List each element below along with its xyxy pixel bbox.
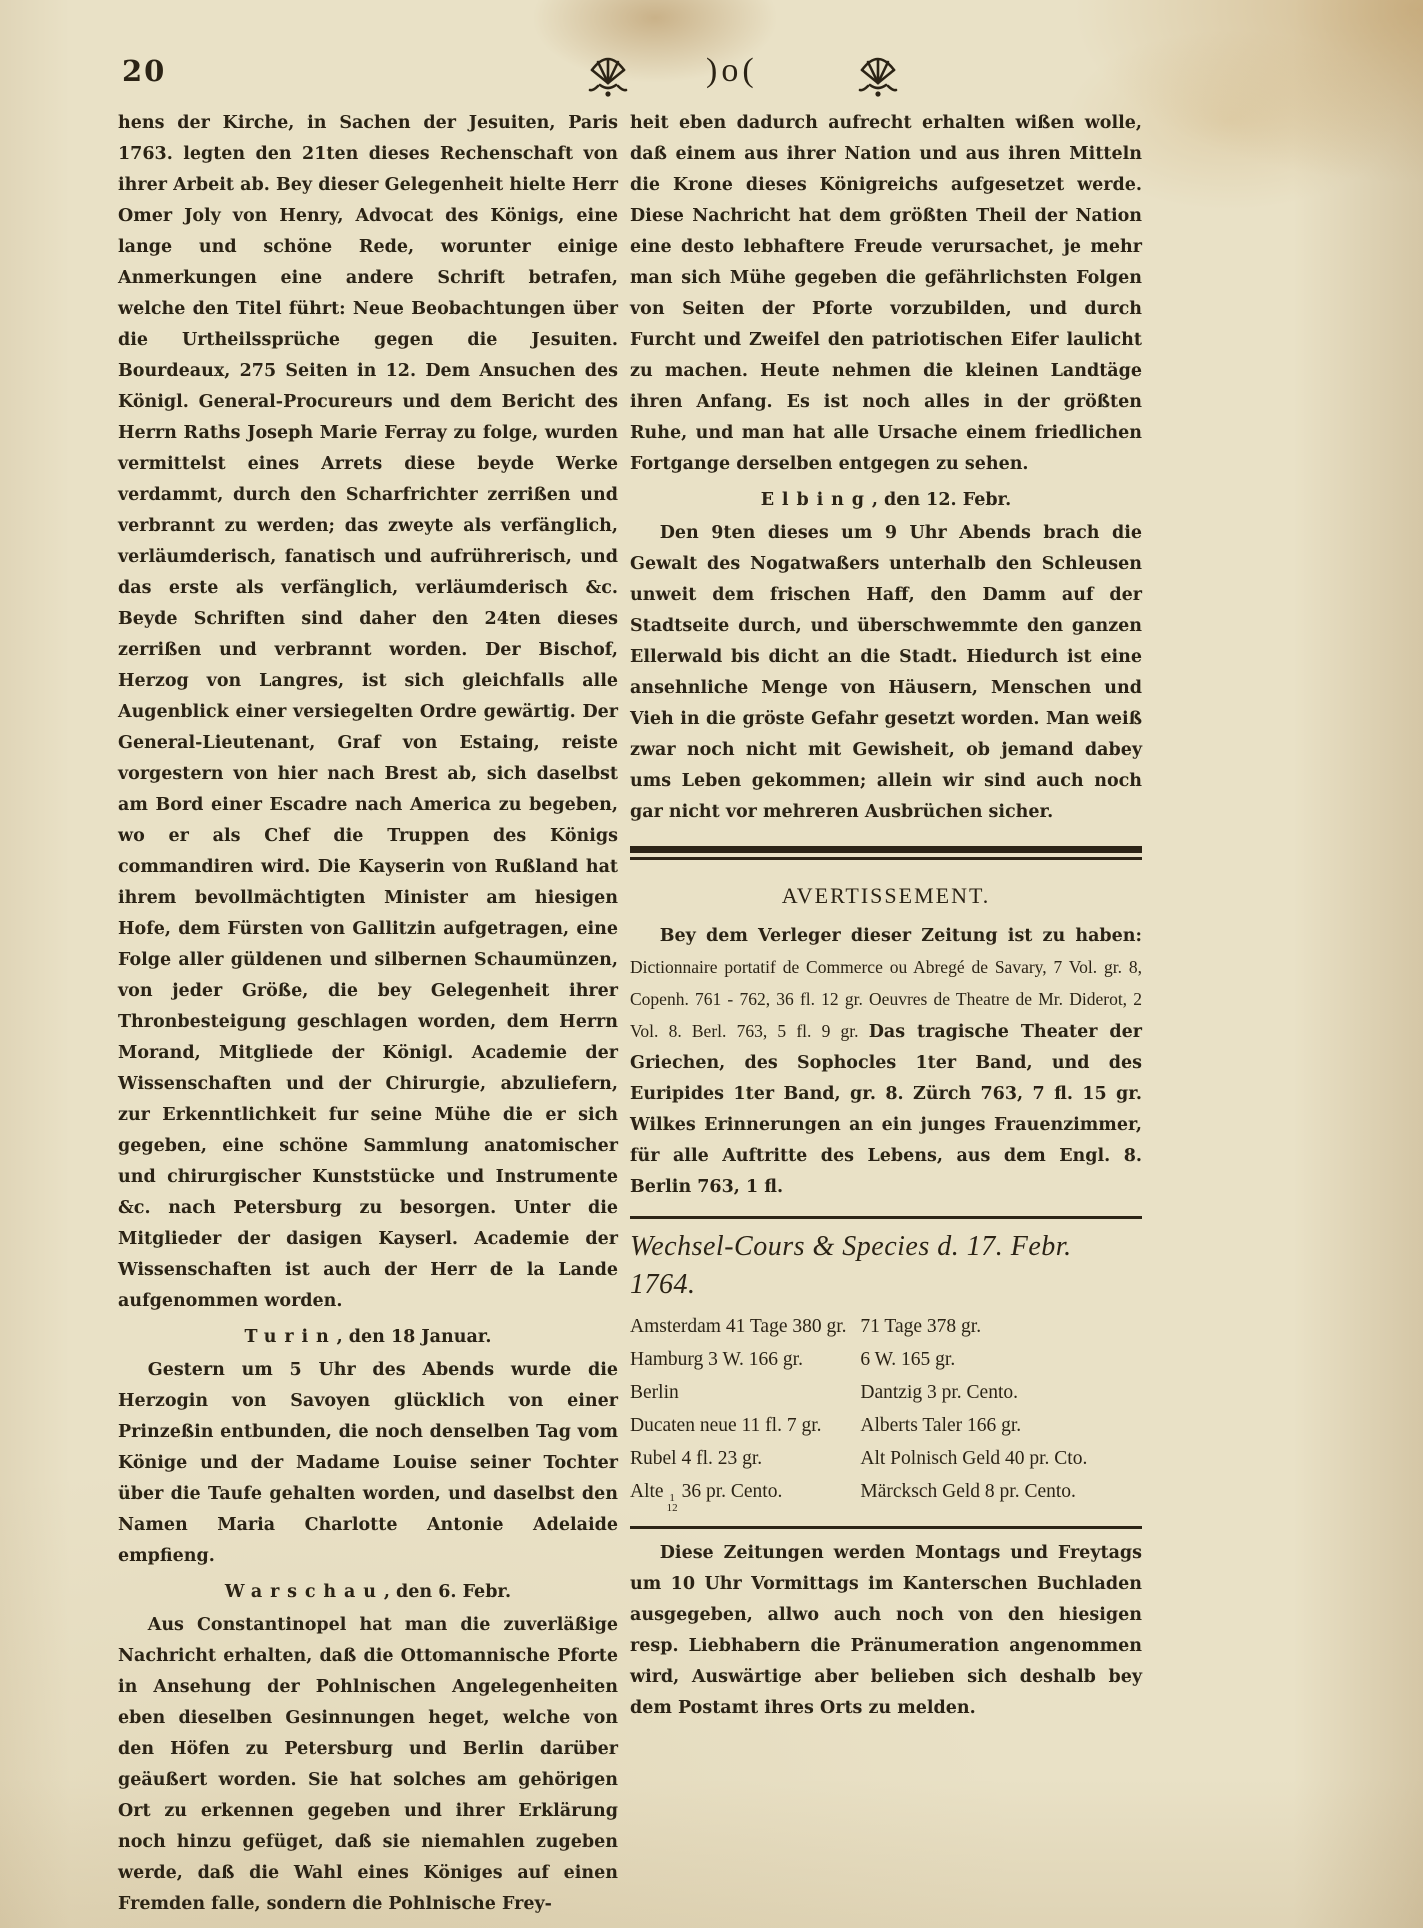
exchange-rates-heading: Wechsel-Cours & Species d. 17. Febr. 1764. bbox=[630, 1231, 1072, 1300]
body-paragraph: heit eben dadurch aufrecht erhalten wißen wolle, daß einem aus ihrer Nation und aus ihren Mitteln die Krone dieses Königreichs aufgesetzet werde. Diese Nachricht hat dem größten Theil der Nation eine desto lebhaftere Freude verursachet, je mehr man sich Mühe gegeben die gefährlichsten Folgen von Seiten der Pforte vorzubilden, und durch Furcht und Zweifel den patriotischen Eifer laulicht zu machen. Heute nehmen die kleinen Landtäge ihren Anfang. Es ist noch alles in der größten Ruhe, und man hat alle Ursache einem friedlichen Fortgange derselben entgegen zu sehen. bbox=[630, 113, 1142, 474]
table-cell: Berlin bbox=[630, 1382, 679, 1403]
table-cell-text: Alte bbox=[630, 1481, 664, 1502]
left-column bbox=[118, 108, 618, 1920]
dateline-heading bbox=[118, 1577, 618, 1608]
antiqua-text: Dictionnaire portatif de Commerce ou Abregé de Savary, 7 Vol. gr. 8, Copenh. 761 - 762, 36 fl. 12 gr. Oeuvres de Theatre de Mr. Diderot, 2 Vol. 8. Berl. 763, 5 fl. 9 gr. bbox=[630, 957, 1142, 1041]
body-paragraph: hens der Kirche, in Sachen der Jesuiten, Paris 1763. legten den 21ten dieses Rechenschaft von ihrer Arbeit ab. Bey dieser Gelegenheit hielte Herr Omer Joly von Henry, Advocat des Königs, eine lange und schöne Rede, worunter einige Anmerkungen eine andere Schrift betrafen, welche den Titel führt: Neue Beobachtungen über die Urtheilssprüche gegen die Jesuiten. Bourdeaux, 275 Seiten in 12. Dem Ansuchen des Königl. General-Procureurs und dem Bericht des Herrn Raths Joseph Marie Ferray zu folge, wurden vermittelst eines Arrets diese beyde Werke verdammt, durch den Scharfrichter zerrißen und verbrannt zu werden; das zweyte als verfänglich, verläumderisch, fanatisch und aufrührerisch, und das erste als verfänglich, verläumderisch &c. Beyde Schriften sind daher den 24ten dieses zerrißen und verbrannt worden. Der Bischof, Herzog von Langres, ist sich gleichfalls alle Augenblick einer versiegelten Ordre gewärtig. Der General-Lieutenant, Graf von Estaing, reiste vorgestern von hier nach Brest ab, sich daselbst am Bord einer Escadre nach America zu begeben, wo er als Chef die Truppen des Königs commandiren wird. Die Kayserin von Rußland hat ihrem bevollmächtigten Minister am hiesigen Hofe, dem Fürsten von Gallitzin aufgetragen, eine Folge aller güldenen und silbernen Schaumünzen, von jeder Größe, die bey Gelegenheit ihrer Thronbesteigung geschlagen worden, dem Herrn Morand, Mitgliede der Königl. Academie der Wissenschaften und der Chirurgie, abzuliefern, zur Erkenntlichkeit fur seine Mühe die er sich gegeben, eine schöne Sammlung anatomischer und chirurgischer Kunststücke und Instrumente &c. nach Petersburg zu besorgen. Unter die Mitglieder der dasigen Kayserl. Academie der Wissenschaften ist auch der Herr de la Lande aufgenommen worden. bbox=[118, 113, 618, 1311]
table-cell-text: 36 pr. Cento. bbox=[681, 1481, 783, 1502]
table-cell: Dantzig 3 pr. Cento. bbox=[860, 1382, 1018, 1403]
dateline-date: , den 18 Januar. bbox=[336, 1327, 492, 1347]
table-cell bbox=[630, 1475, 860, 1513]
table-cell: Rubel 4 fl. 23 gr. bbox=[630, 1448, 763, 1469]
fraktur-text: Bey dem Verleger dieser Zeitung ist zu haben: bbox=[659, 926, 1142, 946]
dateline-date: , den 6. Febr. bbox=[383, 1582, 512, 1602]
dateline-heading bbox=[630, 485, 1142, 516]
table-row bbox=[630, 1310, 1142, 1343]
fraction bbox=[667, 1493, 678, 1513]
body-paragraph bbox=[630, 921, 1142, 1203]
fleuron-icon bbox=[586, 52, 630, 100]
table-cell: Alt Polnisch Geld 40 pr. Cto. bbox=[860, 1448, 1088, 1469]
table-row bbox=[630, 1409, 1142, 1442]
dateline-city: Elbing bbox=[760, 490, 872, 510]
table-cell: 71 Tage 378 gr. bbox=[860, 1316, 982, 1337]
body-paragraph: Aus Constantinopel hat man die zuverläßige Nachricht erhalten, daß die Ottomannische Pforte in Ansehung der Pohlnischen Angelegenheiten eben dieselben Gesinnungen heget, welche von den Höfen zu Petersburg und Berlin darüber geäußert worden. Sie hat solches am gehörigen Ort zu erkennen gegeben und ihrer Erklärung noch hinzu gefüget, daß sie niemahlen zugeben werde, daß die Wahl eines Königes auf einen Fremden falle, sondern die Pohlnische Frey- bbox=[118, 1615, 618, 1914]
dateline-date: , den 12. Febr. bbox=[871, 490, 1012, 510]
divider-thin-line bbox=[630, 857, 1142, 860]
divider-thick-line bbox=[630, 846, 1142, 853]
right-column bbox=[630, 108, 1142, 1724]
table-cell: Märcksch Geld 8 pr. Cento. bbox=[860, 1481, 1076, 1502]
dateline-city: Turin bbox=[244, 1327, 337, 1347]
table-cell: 6 W. 165 gr. bbox=[860, 1349, 956, 1370]
fraktur-text: Das tragische Theater der Griechen, des Sophocles 1ter Band, und des Euripides 1ter Band, gr. 8. Zürch 763, 7 fl. 15 gr. Wilkes Erinnerungen an ein junges Frauenzimmer, für alle Auftritte des Lebens, aus dem Engl. 8. Berlin 763, 1 fl. bbox=[630, 1022, 1142, 1197]
table-row bbox=[630, 1442, 1142, 1475]
header-ornament: )o( bbox=[706, 52, 758, 89]
table-row bbox=[630, 1376, 1142, 1409]
table-cell: Amsterdam 41 Tage 380 gr. bbox=[630, 1316, 847, 1337]
table-cell: Ducaten neue 11 fl. 7 gr. bbox=[630, 1415, 822, 1436]
body-paragraph: Diese Zeitungen werden Montags und Freytags um 10 Uhr Vormittags im Kanterschen Buchladen ausgegeben, allwo auch noch von den hiesigen resp. Liebhabern die Pränumeration angenommen wird, Auswärtige aber belieben sich deshalb bey dem Postamt ihres Orts zu melden. bbox=[630, 1543, 1142, 1718]
table-cell: Alberts Taler 166 gr. bbox=[860, 1415, 1022, 1436]
table-row bbox=[630, 1475, 1142, 1513]
fraction-denominator: 12 bbox=[666, 1502, 678, 1514]
body-paragraph: Gestern um 5 Uhr des Abends wurde die Herzogin von Savoyen glücklich von einer Prinzeßin entbunden, die noch denselben Tag vom Könige und der Madame Louise seiner Tochter über die Taufe gehalten worden, und daselbst den Namen Maria Charlotte Antonie Adelaide empfieng. bbox=[118, 1360, 618, 1566]
fraction-numerator: 1 bbox=[669, 1492, 675, 1504]
fleuron-icon bbox=[856, 52, 900, 100]
divider-rule bbox=[630, 1526, 1142, 1529]
page-number: 20 bbox=[122, 54, 167, 88]
dateline-heading bbox=[118, 1322, 618, 1353]
exchange-rates-table bbox=[630, 1310, 1142, 1513]
divider-double-rule bbox=[630, 846, 1142, 860]
table-cell: Hamburg 3 W. 166 gr. bbox=[630, 1349, 803, 1370]
dateline-city: Warschau bbox=[224, 1582, 384, 1602]
table-row bbox=[630, 1343, 1142, 1376]
avertissement-heading: AVERTISSEMENT. bbox=[781, 883, 991, 908]
body-paragraph: Den 9ten dieses um 9 Uhr Abends brach die Gewalt des Nogatwaßers unterhalb den Schleusen unweit dem frischen Haff, den Damm auf der Stadtseite durch, und überschwemmte den ganzen Ellerwald bis dicht an die Stadt. Hiedurch ist eine ansehnliche Menge von Häusern, Menschen und Vieh in die gröste Gefahr gesetzt worden. Man weiß zwar noch nicht mit Gewisheit, ob jemand dabey ums Leben gekommen; allein wir sind auch noch gar nicht vor mehreren Ausbrüchen sicher. bbox=[630, 523, 1142, 822]
divider-rule bbox=[630, 1216, 1142, 1219]
